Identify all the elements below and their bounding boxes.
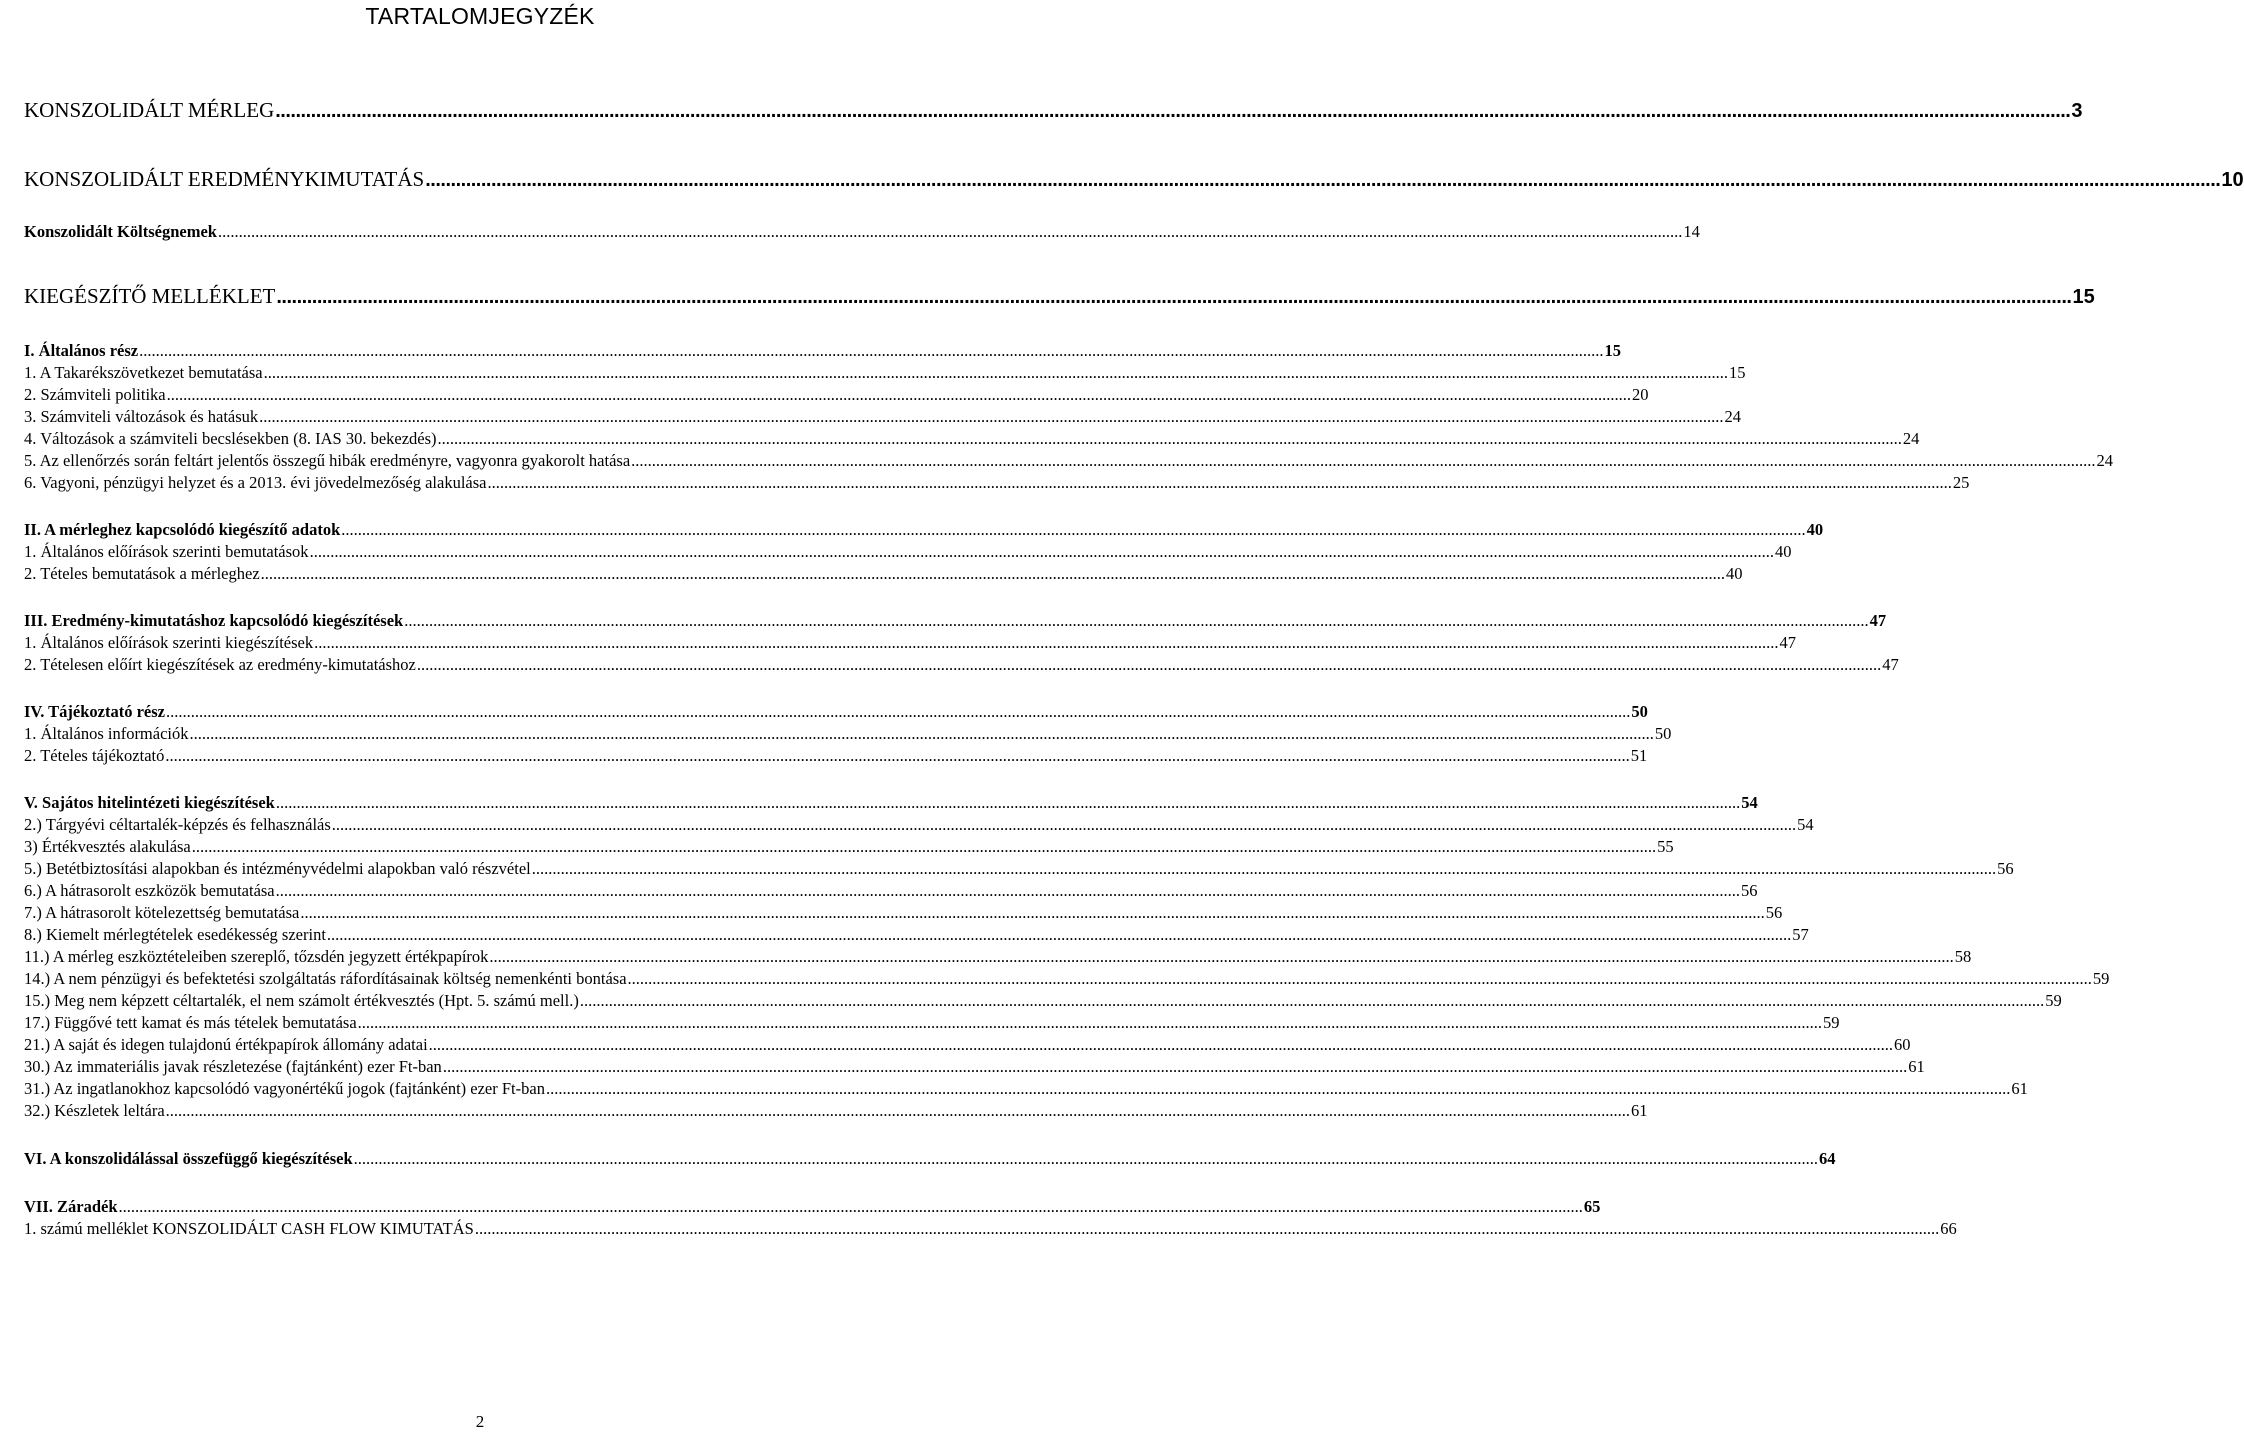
toc-entry-label: VI. A konszolidálással összefüggő kiegészítések (24, 1149, 353, 1168)
toc-entry-page: 10 (2221, 169, 2244, 191)
toc-entry[interactable] (24, 472, 1970, 494)
toc-entry[interactable] (24, 541, 1792, 563)
toc-entry-label: 6. Vagyoni, pénzügyi helyzet és a 2013. évi jövedelmezőség alakulása (24, 473, 487, 492)
toc-entry-label: 17.) Függővé tett kamat és más tételek bemutatása (24, 1013, 357, 1032)
toc-entry[interactable] (24, 97, 2083, 124)
page-title: TARTALOMJEGYZÉK (365, 3, 595, 29)
toc-leader-dots (314, 632, 1778, 654)
toc-entry-label: KONSZOLIDÁLT EREDMÉNYKIMUTATÁS (24, 167, 425, 191)
toc-entry[interactable] (24, 519, 1824, 541)
toc-leader-dots (332, 814, 1796, 836)
toc-leader-dots (425, 167, 2220, 193)
toc-entry-page: 15 (1729, 363, 1746, 382)
toc-entry-label: 2. Tételes tájékoztató (24, 746, 165, 765)
toc-entry[interactable] (24, 723, 1672, 745)
toc-leader-dots (300, 902, 1764, 924)
toc-entry[interactable] (24, 1012, 1840, 1034)
toc-leader-dots (341, 519, 1805, 541)
toc-entry-page: 61 (2011, 1079, 2028, 1098)
toc-entry[interactable] (24, 814, 1814, 836)
toc-entry-label: 3) Értékvesztés alakulása (24, 837, 191, 856)
toc-entry-label: 15.) Meg nem képzett céltartalék, el nem számolt értékvesztés (Hpt. 5. számú mell.) (24, 991, 579, 1010)
toc-entry[interactable] (24, 428, 1920, 450)
toc-leader-dots (275, 98, 2070, 124)
toc-entry-page: 58 (1954, 947, 1972, 966)
toc-entry-page: 25 (1952, 473, 1970, 492)
toc-leader-dots (546, 1078, 2010, 1100)
toc-entry-label: Konszolidált Költségnemek (24, 222, 217, 241)
toc-entry-page: 56 (1741, 881, 1758, 900)
toc-entry[interactable] (24, 968, 2110, 990)
toc-leader-dots (192, 836, 1656, 858)
toc-leader-dots (276, 880, 1740, 902)
toc-entry[interactable] (24, 1078, 2028, 1100)
toc-entry-label: 14.) A nem pénzügyi és befektetési szolgáltatás ráfordításainak költség nemenkénti bontása (24, 969, 627, 988)
toc-leader-dots (310, 541, 1774, 563)
toc-entry[interactable] (24, 283, 2095, 310)
toc-entry-label: IV. Tájékoztató rész (24, 702, 165, 721)
toc-entry[interactable] (24, 880, 1758, 902)
toc-entry-label: 5.) Betétbiztosítási alapokban és intézményvédelmi alapokban való részvétel (24, 859, 531, 878)
toc-entry-page: 66 (1940, 1219, 1957, 1238)
toc-leader-dots (167, 384, 1631, 406)
toc-entry[interactable] (24, 1034, 1911, 1056)
toc-entry[interactable] (24, 1148, 1836, 1170)
toc-entry-label: II. A mérleghez kapcsolódó kiegészítő adatok (24, 520, 341, 539)
toc-leader-dots (327, 924, 1791, 946)
page-number: 2 (475, 1412, 485, 1431)
toc-entry-page: 59 (2092, 969, 2110, 988)
toc-entry-label: 30.) Az immateriális javak részletezése (fajtánként) ezer Ft-ban (24, 1057, 442, 1076)
toc-entry-page: 3 (2071, 100, 2083, 122)
toc-entry-page: 24 (1902, 429, 1920, 448)
toc-entry-label: VII. Záradék (24, 1197, 118, 1216)
toc-leader-dots (443, 1056, 1907, 1078)
toc-entry-page: 50 (1654, 724, 1672, 743)
toc-leader-dots (487, 472, 1951, 494)
toc-entry-label: 32.) Készletek leltára (24, 1101, 165, 1120)
toc-entry[interactable] (24, 745, 1648, 767)
toc-entry-label: 1. Általános előírások szerinti kiegészítések (24, 633, 314, 652)
toc-leader-dots (261, 563, 1725, 585)
toc-leader-dots (489, 946, 1953, 968)
toc-leader-dots (580, 990, 2044, 1012)
toc-entry-label: 5. Az ellenőrzés során feltárt jelentős összegű hibák eredményre, vagyonra gyakorolt hatása (24, 451, 631, 470)
toc-leader-dots (417, 654, 1881, 676)
toc-entry-label: V. Sajátos hitelintézeti kiegészítések (24, 793, 275, 812)
toc-entry-page: 24 (1724, 407, 1742, 426)
toc-entry-label: 3. Számviteli változások és hatásuk (24, 407, 259, 426)
toc-entry-page: 40 (1726, 564, 1743, 583)
toc-entry-page: 54 (1741, 793, 1758, 812)
toc-entry-label: 11.) A mérleg eszköztételeiben szereplő, tőzsdén jegyzett értékpapírok (24, 947, 489, 966)
toc-entry[interactable] (24, 362, 1746, 384)
toc-leader-dots (165, 745, 1629, 767)
toc-entry[interactable] (24, 654, 1899, 676)
toc-entry[interactable] (24, 1056, 1925, 1078)
toc-entry-label: KIEGÉSZÍTŐ MELLÉKLET (24, 284, 276, 308)
toc-entry-page: 40 (1806, 520, 1824, 539)
toc-entry-label: 2. Tételesen előírt kiegészítések az eredmény-kimutatáshoz (24, 655, 416, 674)
toc-leader-dots (358, 1012, 1822, 1034)
toc-entry-page: 59 (1823, 1013, 1840, 1032)
toc-entry-label: 21.) A saját és idegen tulajdonú értékpapírok állomány adatai (24, 1035, 428, 1054)
toc-entry[interactable] (24, 1218, 1957, 1240)
toc-leader-dots (218, 221, 1682, 243)
toc-leader-dots (354, 1148, 1818, 1170)
toc-entry-page: 20 (1631, 385, 1649, 404)
toc-leader-dots (264, 362, 1728, 384)
toc-entry-label: 31.) Az ingatlanokhoz kapcsolódó vagyonértékű jogok (fajtánként) ezer Ft-ban (24, 1079, 545, 1098)
toc-entry[interactable] (24, 221, 1700, 243)
toc-leader-dots (628, 968, 2092, 990)
toc-entry-page: 47 (1869, 611, 1887, 630)
toc-entry[interactable] (24, 1100, 1648, 1122)
toc-entry-page: 56 (1997, 859, 2014, 878)
toc-entry-page: 61 (1631, 1101, 1648, 1120)
toc-entry-label: 1. Általános előírások szerinti bemutatások (24, 542, 309, 561)
toc-leader-dots (190, 723, 1654, 745)
toc-entry[interactable] (24, 858, 2014, 880)
toc-leader-dots (259, 406, 1723, 428)
toc-entry-page: 15 (2072, 286, 2095, 308)
toc-entry[interactable] (24, 384, 1649, 406)
toc-entry-label: 2.) Tárgyévi céltartalék-képzés és felhasználás (24, 815, 331, 834)
toc-leader-dots (166, 701, 1630, 723)
toc-entry-label: 4. Változások a számviteli becslésekben (8. IAS 30. bekezdés) (24, 429, 437, 448)
toc-leader-dots (139, 340, 1603, 362)
toc-entry-page: 15 (1604, 341, 1621, 360)
toc-entry-page: 54 (1797, 815, 1814, 834)
toc-entry[interactable] (24, 836, 1674, 858)
toc-entry[interactable] (24, 340, 1621, 362)
toc-entry-page: 55 (1657, 837, 1674, 856)
toc-leader-dots (631, 450, 2095, 472)
toc-entry-label: 1. számú melléklet KONSZOLIDÁLT CASH FLOW KIMUTATÁS (24, 1219, 474, 1238)
toc-entry-label: KONSZOLIDÁLT MÉRLEG (24, 98, 275, 122)
toc-entry-label: I. Általános rész (24, 341, 139, 360)
toc-entry-label: 7.) A hátrasorolt kötelezettség bemutatása (24, 903, 300, 922)
toc-entry-label: 8.) Kiemelt mérlegtételek esedékesség szerint (24, 925, 326, 944)
toc-leader-dots (119, 1196, 1583, 1218)
toc-entry-label: 6.) A hátrasorolt eszközök bemutatása (24, 881, 275, 900)
toc-entry-page: 61 (1908, 1057, 1925, 1076)
toc-leader-dots (438, 428, 1902, 450)
toc-entry[interactable] (24, 946, 1972, 968)
toc-entry-label: 1. Általános információk (24, 724, 189, 743)
toc-entry-page: 40 (1774, 542, 1792, 561)
toc-entry-page: 59 (2045, 991, 2062, 1010)
toc-entry-page: 60 (1894, 1035, 1911, 1054)
toc-entry-page: 14 (1683, 222, 1700, 241)
toc-entry-page: 64 (1819, 1149, 1836, 1168)
toc-entry[interactable] (24, 610, 1887, 632)
toc-entry[interactable] (24, 701, 1648, 723)
toc-leader-dots (429, 1034, 1893, 1056)
toc-entry[interactable] (24, 924, 1809, 946)
toc-entry-page: 51 (1630, 746, 1648, 765)
toc-entry-label: 2. Számviteli politika (24, 385, 166, 404)
toc-leader-dots (276, 284, 2071, 310)
toc-entry[interactable] (24, 632, 1796, 654)
toc-leader-dots (475, 1218, 1939, 1240)
toc-entry[interactable] (24, 990, 2062, 1012)
toc-entry[interactable] (24, 450, 2114, 472)
toc-entry-page: 65 (1583, 1197, 1601, 1216)
toc-entry-page: 56 (1765, 903, 1783, 922)
toc-leader-dots (276, 792, 1740, 814)
toc-entry[interactable] (24, 406, 1742, 428)
toc-entry-label: 2. Tételes bemutatások a mérleghez (24, 564, 260, 583)
toc-entry-page: 47 (1882, 655, 1899, 674)
toc-leader-dots (532, 858, 1996, 880)
toc-entry-label: 1. A Takarékszövetkezet bemutatása (24, 363, 263, 382)
toc-entry-page: 57 (1792, 925, 1809, 944)
toc-entry-label: III. Eredmény-kimutatáshoz kapcsolódó kiegészítések (24, 611, 404, 630)
toc-entry[interactable] (24, 563, 1743, 585)
toc-entry-page: 50 (1631, 702, 1648, 721)
toc-entry-page: 47 (1779, 633, 1796, 652)
toc-entry[interactable] (24, 792, 1758, 814)
toc-entry[interactable] (24, 1196, 1601, 1218)
toc-leader-dots (166, 1100, 1630, 1122)
toc-leader-dots (404, 610, 1868, 632)
toc-entry-page: 24 (2096, 451, 2114, 470)
toc-entry[interactable] (24, 166, 2244, 193)
toc-entry[interactable] (24, 902, 1783, 924)
